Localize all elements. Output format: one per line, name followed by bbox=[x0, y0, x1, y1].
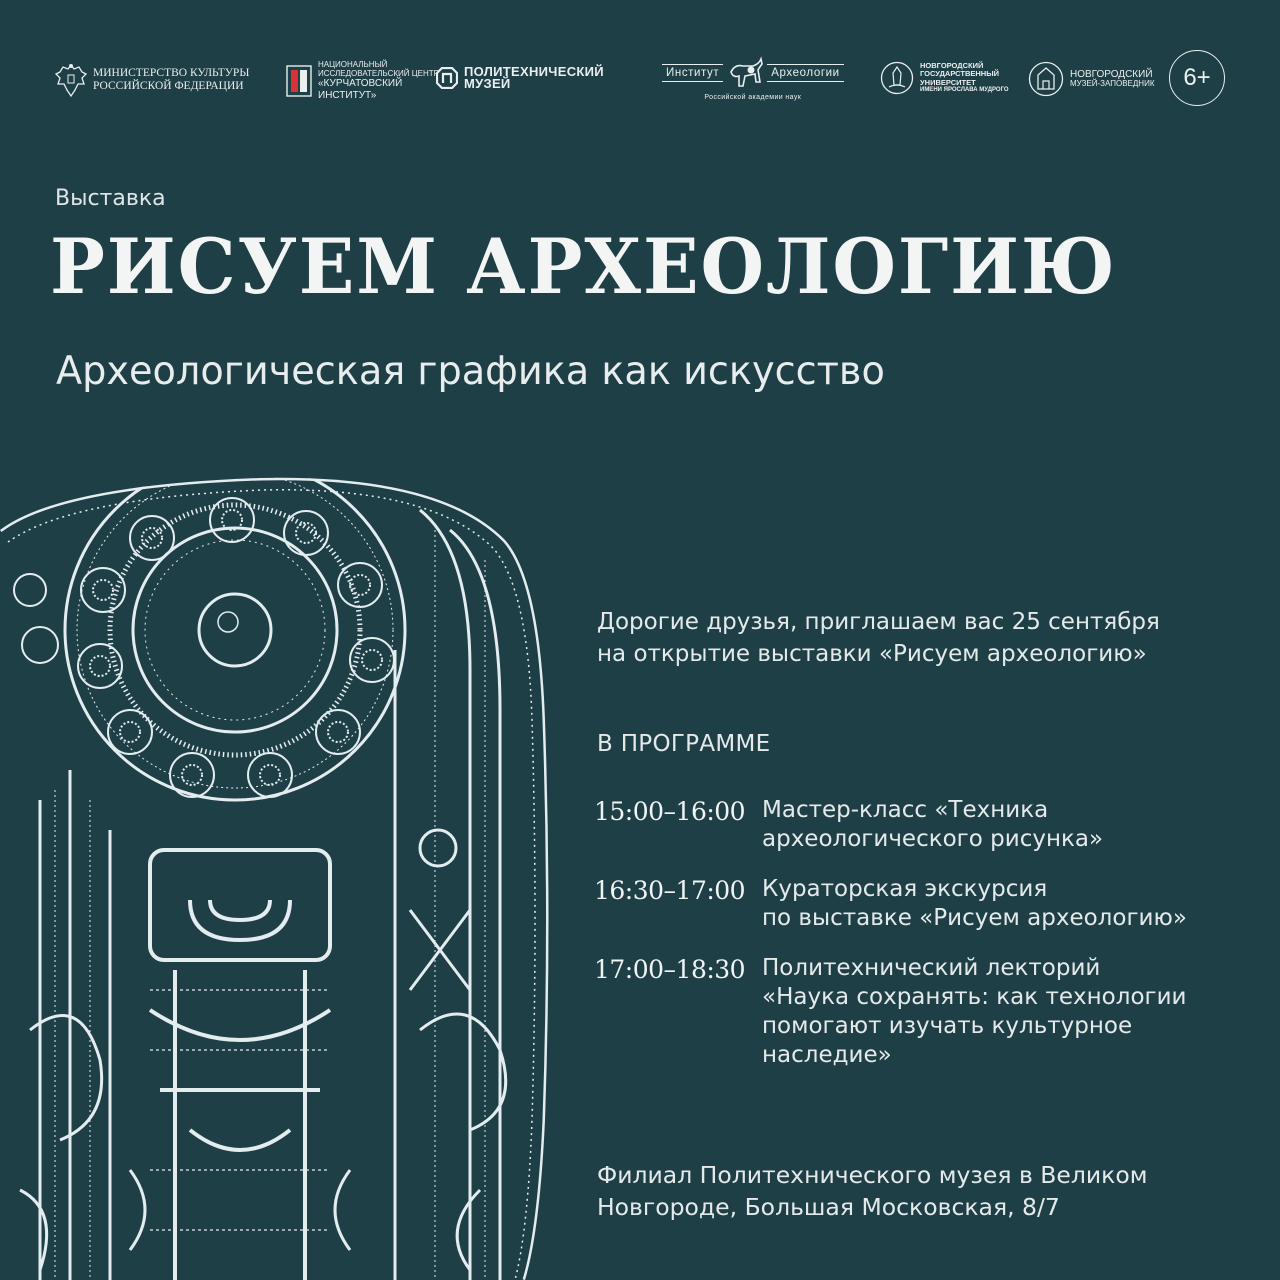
minkult-line-1: МИНИСТЕРСТВО КУЛЬТУРЫ bbox=[93, 67, 250, 80]
exhibition-kicker: Выставка bbox=[55, 186, 166, 211]
kurchatov-line-1: НАЦИОНАЛЬНЫЙ bbox=[318, 60, 388, 69]
partner-logos bbox=[0, 0, 1280, 160]
schedule-time: 17:00–18:30 bbox=[594, 955, 746, 984]
schedule-list bbox=[594, 796, 1254, 1091]
novsu-line-4: ИМЕНИ ЯРОСЛАВА МУДРОГО bbox=[920, 87, 1009, 94]
novsu-line-1: НОВГОРОДСКИЙ bbox=[920, 60, 984, 70]
schedule-line: Кураторская экскурсия bbox=[762, 876, 1048, 902]
schedule-item bbox=[594, 796, 1254, 854]
schedule-description bbox=[762, 796, 1103, 854]
polytech-logo bbox=[436, 66, 604, 91]
polytech-line-2: МУЗЕЙ bbox=[464, 76, 511, 92]
minkult-logo bbox=[55, 62, 249, 98]
novsu-logo bbox=[880, 61, 1009, 95]
kurchatov-name bbox=[318, 60, 439, 101]
schedule-line: Мастер-класс «Техника bbox=[762, 797, 1049, 823]
schedule-line: помогают изучать культурное bbox=[762, 1013, 1133, 1039]
schedule-description bbox=[762, 875, 1187, 933]
schedule-line: Политехнический лекторий bbox=[762, 955, 1101, 981]
schedule-line: наследие» bbox=[762, 1042, 892, 1068]
novmus-line-1: НОВГОРОДСКИЙ bbox=[1070, 69, 1153, 81]
kurchatov-line-2: ИССЛЕДОВАТЕЛЬСКИЙ ЦЕНТР bbox=[318, 69, 440, 79]
polytech-mark-icon bbox=[436, 67, 458, 89]
address-line-1: Филиал Политехнического музея в Великом bbox=[597, 1161, 1148, 1189]
novsu-line-3: УНИВЕРСИТЕТ bbox=[920, 77, 976, 87]
iarch-logo bbox=[662, 56, 844, 101]
schedule-item bbox=[594, 954, 1254, 1070]
minkult-line-2: РОССИЙСКОЙ ФЕДЕРАЦИИ bbox=[93, 80, 244, 92]
intro-line-2: на открытие выставки «Рисуем археологию» bbox=[597, 641, 1147, 667]
page-subtitle: Археологическая графика как искусство bbox=[56, 349, 885, 394]
intro-text bbox=[597, 606, 1160, 670]
iarch-right-word: Археологии bbox=[767, 64, 843, 82]
kurchatov-line-4: ИНСТИТУТ» bbox=[318, 89, 377, 101]
bull-emblem-icon bbox=[725, 56, 765, 90]
iarch-left-word: Институт bbox=[662, 64, 723, 82]
page-title: РИСУЕМ АРХЕОЛОГИЮ bbox=[50, 222, 1117, 311]
schedule-time: 15:00–16:00 bbox=[594, 797, 746, 826]
venue-address bbox=[597, 1159, 1147, 1223]
novsu-name bbox=[920, 62, 1009, 95]
schedule-line: «Наука сохранять: как технологии bbox=[762, 984, 1187, 1010]
kurchatov-line-3: «КУРЧАТОВСКИЙ bbox=[318, 78, 403, 90]
schedule-time: 16:30–17:00 bbox=[594, 876, 746, 905]
polytech-name bbox=[464, 66, 604, 91]
schedule-line: по выставке «Рисуем археологию» bbox=[762, 905, 1187, 931]
novmus-logo bbox=[1028, 61, 1154, 97]
schedule-item bbox=[594, 875, 1254, 933]
novmus-name bbox=[1070, 69, 1154, 89]
intro-line-1: Дорогие друзья, приглашаем вас 25 сентября bbox=[597, 609, 1160, 635]
novsu-emblem-icon bbox=[880, 61, 914, 95]
eagle-emblem-icon bbox=[55, 62, 87, 98]
schedule-line: археологического рисунка» bbox=[762, 826, 1104, 852]
polytech-line-1: ПОЛИТЕХНИЧЕСКИЙ bbox=[464, 64, 604, 79]
age-rating-badge: 6+ bbox=[1169, 50, 1225, 106]
novmus-emblem-icon bbox=[1028, 61, 1064, 97]
novmus-line-2: МУЗЕЙ-ЗАПОВЕДНИК bbox=[1070, 79, 1155, 89]
minkult-name bbox=[93, 67, 249, 92]
program-heading: В ПРОГРАММЕ bbox=[597, 731, 771, 757]
iarch-subtitle: Российской академии наук bbox=[704, 94, 802, 101]
schedule-description bbox=[762, 954, 1187, 1070]
kurchatov-emblem-icon bbox=[286, 65, 312, 97]
kurchatov-logo bbox=[286, 60, 439, 101]
novsu-line-2: ГОСУДАРСТВЕННЫЙ bbox=[920, 69, 999, 79]
carved-artifact-illustration bbox=[0, 470, 560, 1280]
address-line-2: Новгороде, Большая Московская, 8/7 bbox=[597, 1193, 1060, 1221]
